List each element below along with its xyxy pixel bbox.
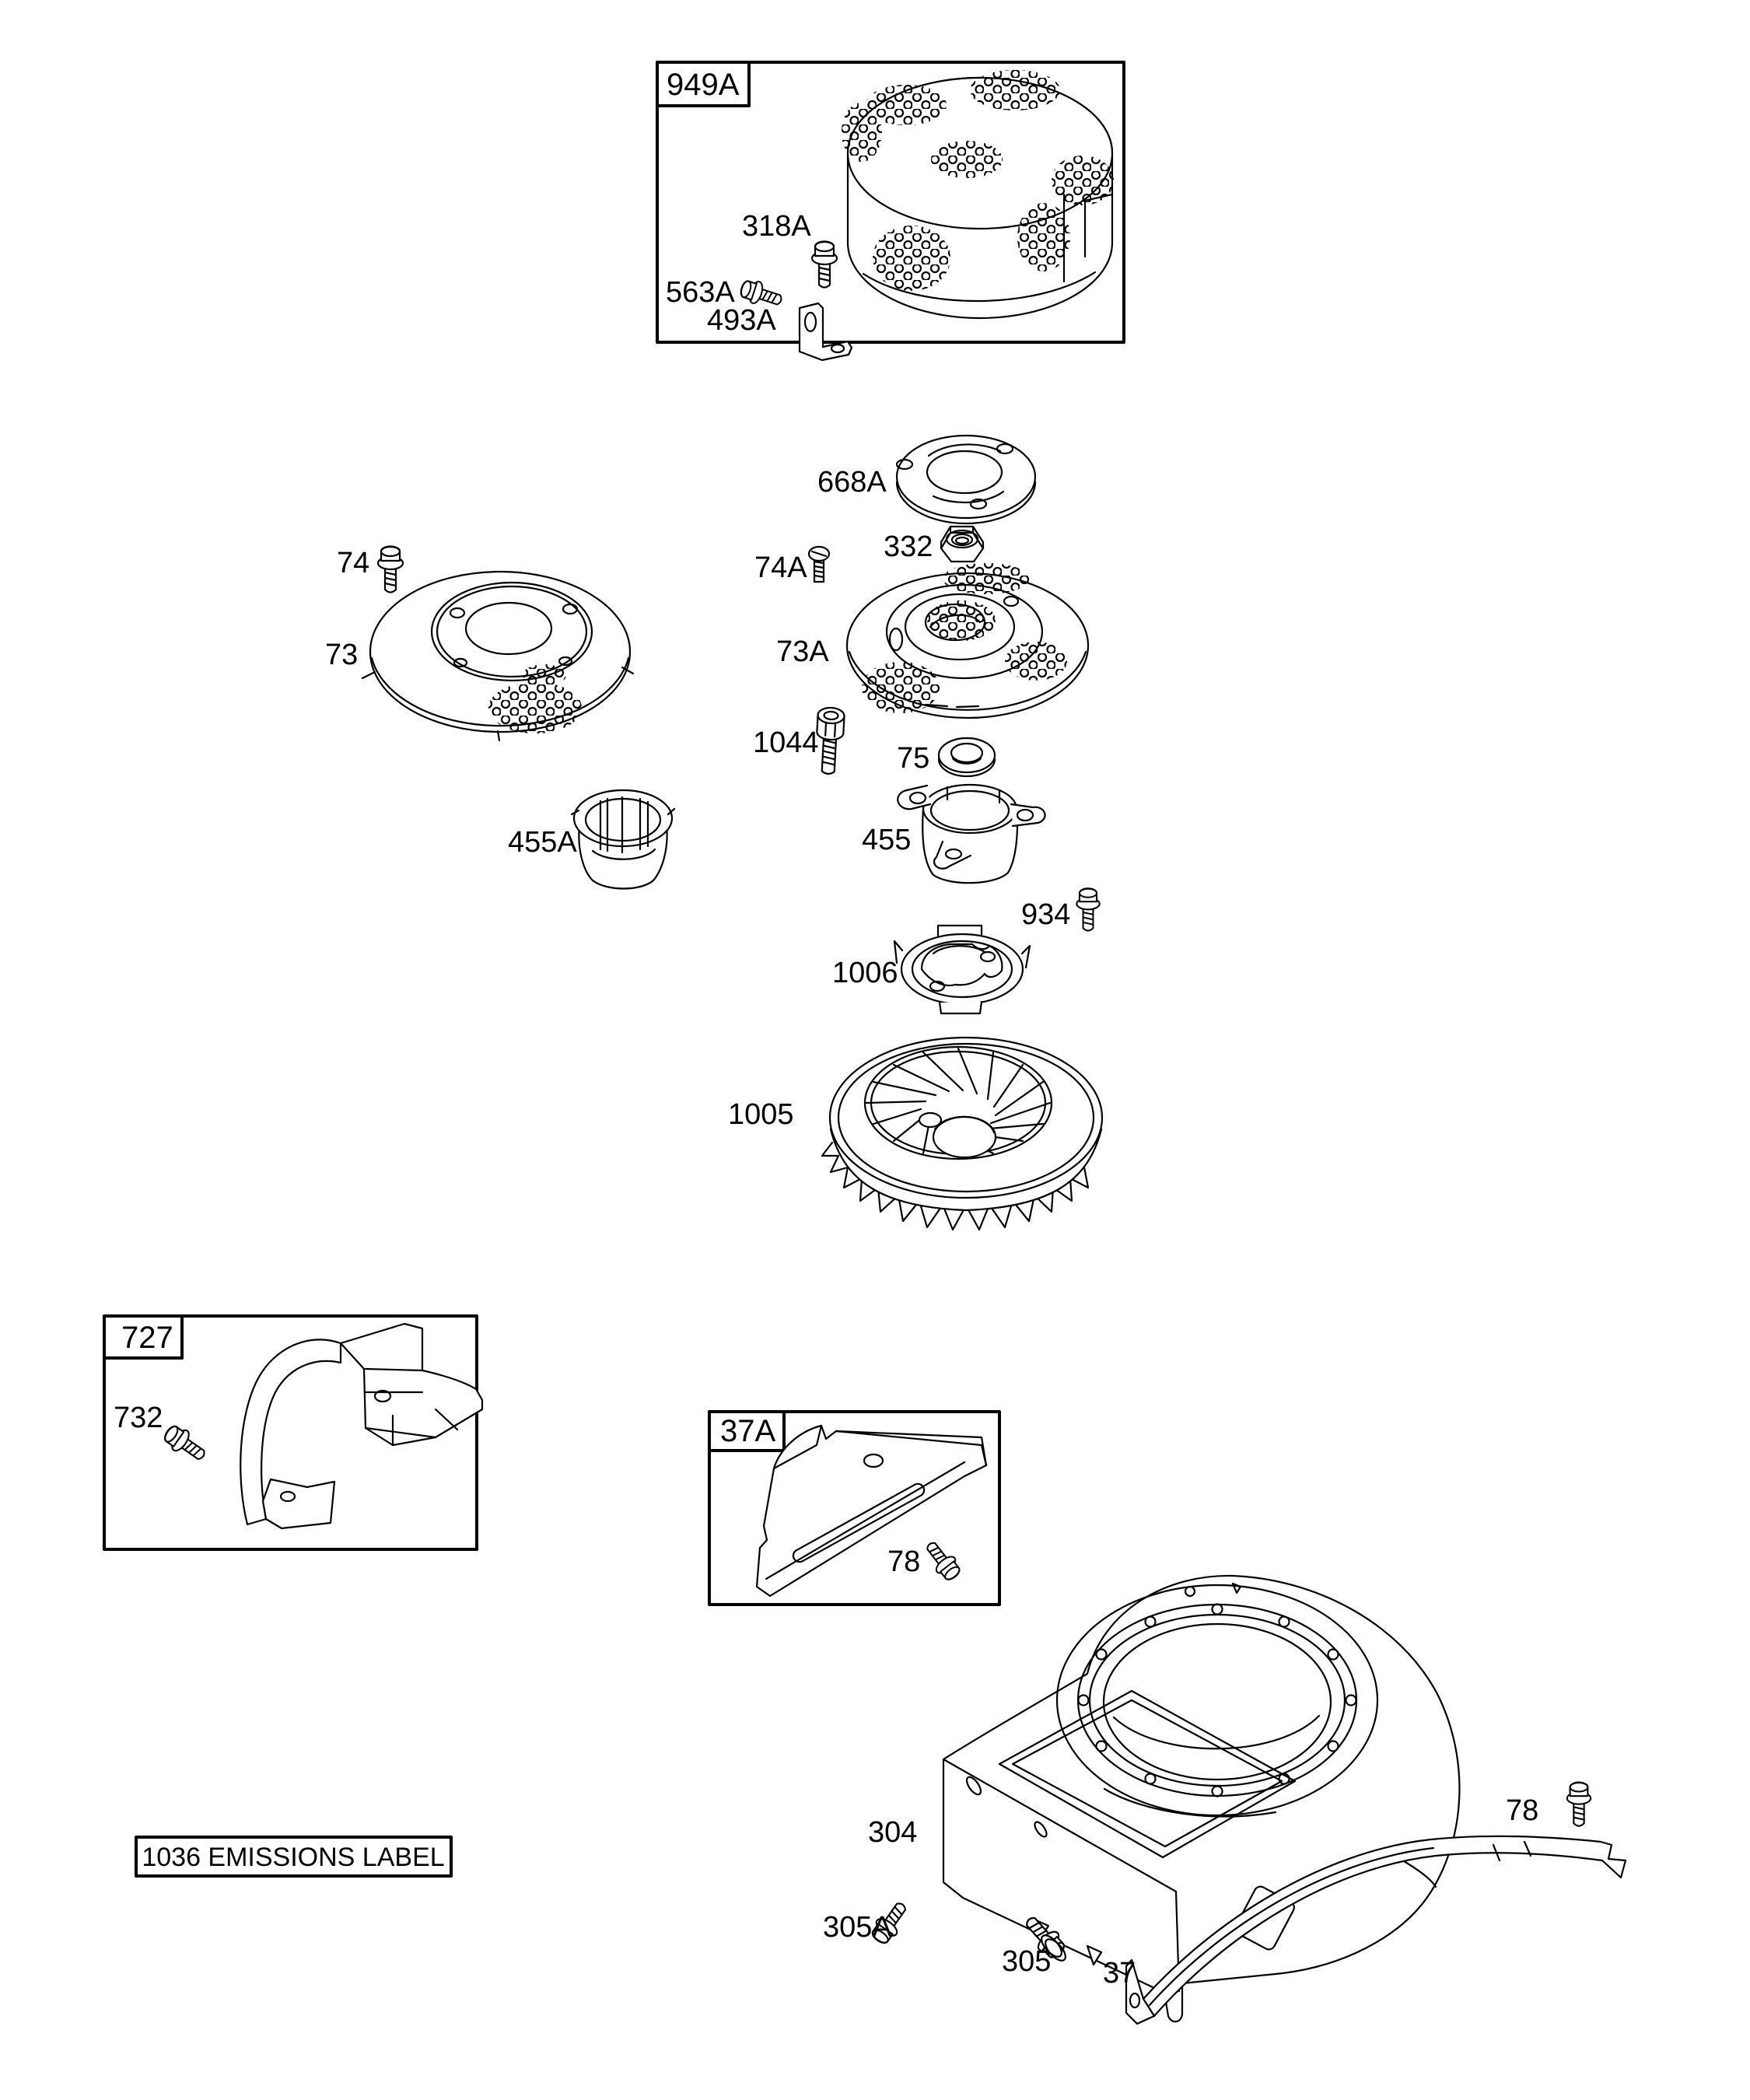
callout-732: 732 — [114, 1402, 163, 1434]
inset-box-949A — [657, 62, 1124, 360]
bolt-1044 — [815, 707, 845, 775]
screw-732 — [161, 1422, 210, 1466]
callout-455A: 455A — [508, 826, 577, 859]
callout-332: 332 — [884, 530, 933, 563]
callout-305A: 305A — [823, 1911, 892, 1944]
callout-563A: 563A — [666, 276, 735, 309]
fan-retainer-1006 — [894, 926, 1030, 1013]
washer-75 — [939, 738, 995, 776]
screw-74A — [809, 547, 829, 582]
blower-housing-cover-part — [842, 70, 1114, 318]
callout-37: 37 — [1103, 1957, 1136, 1990]
mounting-bracket-493A — [800, 303, 852, 360]
callout-74: 74 — [337, 547, 370, 579]
emissions-label-text: 1036 EMISSIONS LABEL — [142, 1843, 445, 1872]
cylinder-baffle-part — [240, 1324, 482, 1528]
hex-nut-332 — [941, 527, 983, 562]
callout-318A: 318A — [742, 210, 811, 243]
callout-78: 78 — [1506, 1794, 1539, 1827]
callout-73A: 73A — [776, 635, 829, 668]
callout-1044: 1044 — [753, 726, 819, 759]
rotating-screen-73A — [847, 563, 1088, 718]
callout-37A: 37A — [720, 1414, 776, 1448]
starter-cup-455A — [572, 790, 674, 889]
callout-305: 305 — [1002, 1945, 1052, 1978]
callout-1005: 1005 — [728, 1098, 794, 1131]
callout-75: 75 — [897, 742, 930, 775]
callout-1006: 1006 — [832, 957, 898, 989]
flywheel-fan-1005 — [822, 1038, 1102, 1230]
rotating-screen-73 — [362, 572, 633, 740]
callout-668A: 668A — [817, 466, 887, 499]
screw-78-inset — [921, 1538, 964, 1584]
screw-78 — [1567, 1783, 1591, 1826]
screen-retainer-668A — [897, 436, 1035, 523]
callout-304: 304 — [868, 1816, 918, 1849]
callout-949A: 949A — [667, 68, 740, 102]
inset-box-727 — [104, 1316, 482, 1549]
callout-74A: 74A — [754, 551, 807, 584]
screw-318A — [812, 242, 837, 288]
screw-74 — [378, 547, 403, 593]
callout-493A: 493A — [707, 304, 776, 337]
inset-box-37A — [709, 1412, 999, 1605]
callout-934: 934 — [1021, 898, 1071, 931]
callout-727: 727 — [121, 1321, 173, 1355]
starter-cup-455 — [898, 785, 1045, 883]
emissions-label-box — [136, 1837, 451, 1876]
screw-934 — [1076, 888, 1099, 930]
callout-73: 73 — [325, 639, 359, 671]
callout-455: 455 — [862, 824, 912, 856]
callout-78-inset: 78 — [887, 1545, 921, 1578]
